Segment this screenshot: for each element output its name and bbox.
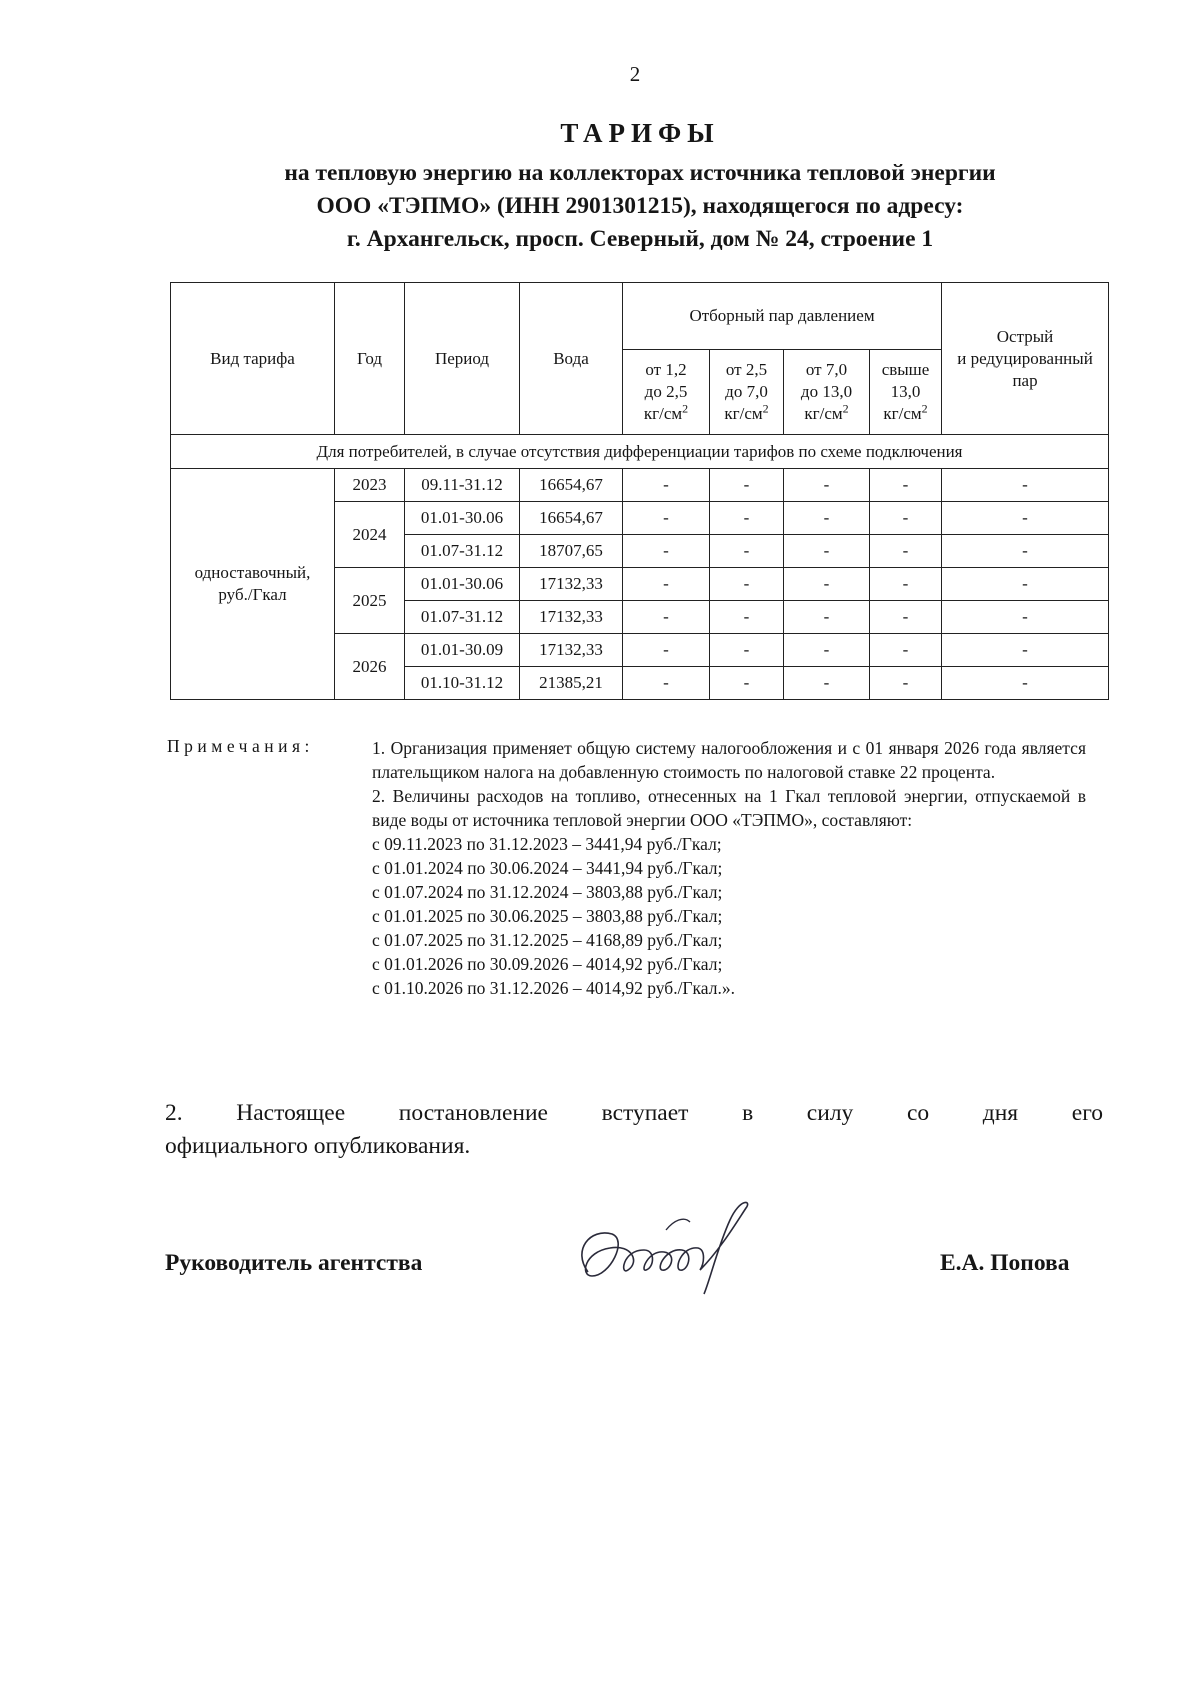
empty-value-cell: - bbox=[870, 667, 942, 700]
period-cell: 01.10-31.12 bbox=[405, 667, 520, 700]
empty-value-cell: - bbox=[623, 502, 710, 535]
water-cell: 17132,33 bbox=[520, 634, 623, 667]
table-row bbox=[171, 469, 1109, 502]
empty-value-cell: - bbox=[942, 667, 1109, 700]
empty-value-cell: - bbox=[870, 469, 942, 502]
tariff-type-cell: одноставочный, руб./Гкал bbox=[171, 469, 335, 700]
header-steam-group: Отборный пар давлением bbox=[623, 283, 942, 350]
water-cell: 21385,21 bbox=[520, 667, 623, 700]
empty-value-cell: - bbox=[942, 601, 1109, 634]
header-tariff-type: Вид тарифа bbox=[171, 283, 335, 435]
water-cell: 18707,65 bbox=[520, 535, 623, 568]
year-cell: 2023 bbox=[335, 469, 405, 502]
clause-line-2: официального опубликования. bbox=[165, 1133, 471, 1159]
empty-value-cell: - bbox=[623, 634, 710, 667]
empty-value-cell: - bbox=[710, 502, 784, 535]
note-line: 2. Величины расходов на топливо, отнесенных на 1 Гкал тепловой энергии, отпускаемой в виде воды от источника тепловой энергии ООО «ТЭПМО», составляют: bbox=[372, 786, 1086, 830]
empty-value-cell: - bbox=[870, 502, 942, 535]
year-cell: 2024 bbox=[335, 502, 405, 568]
empty-value-cell: - bbox=[710, 667, 784, 700]
notes-block bbox=[372, 736, 1086, 1000]
empty-value-cell: - bbox=[784, 535, 870, 568]
note-line: с 01.07.2025 по 31.12.2025 – 4168,89 руб./Гкал; bbox=[372, 930, 723, 950]
empty-value-cell: - bbox=[784, 502, 870, 535]
empty-value-cell: - bbox=[623, 667, 710, 700]
empty-value-cell: - bbox=[710, 535, 784, 568]
header-sharp-steam-l3: пар bbox=[1012, 370, 1038, 390]
water-cell: 16654,67 bbox=[520, 502, 623, 535]
note-line: с 01.01.2026 по 30.09.2026 – 4014,92 руб./Гкал; bbox=[372, 954, 723, 974]
empty-value-cell: - bbox=[942, 502, 1109, 535]
year-cell: 2026 bbox=[335, 634, 405, 700]
empty-value-cell: - bbox=[784, 667, 870, 700]
header-steam-1: от 1,2 до 2,5 $кг/см^2$ bbox=[623, 350, 710, 435]
title-line-2: ООО «ТЭПМО» (ИНН 2901301215), находящегося по адресу: bbox=[316, 193, 964, 219]
note-line: с 09.11.2023 по 31.12.2023 – 3441,94 руб./Гкал; bbox=[372, 834, 722, 854]
empty-value-cell: - bbox=[870, 601, 942, 634]
empty-value-cell: - bbox=[710, 469, 784, 502]
empty-value-cell: - bbox=[784, 601, 870, 634]
notes-label: Примечания: bbox=[167, 736, 314, 756]
header-sharp-steam bbox=[942, 283, 1109, 435]
signatory-name: Е.А. Попова bbox=[940, 1250, 1070, 1276]
empty-value-cell: - bbox=[942, 634, 1109, 667]
empty-value-cell: - bbox=[942, 535, 1109, 568]
header-year: Год bbox=[335, 283, 405, 435]
water-cell: 16654,67 bbox=[520, 469, 623, 502]
empty-value-cell: - bbox=[710, 568, 784, 601]
empty-value-cell: - bbox=[784, 634, 870, 667]
period-cell: 01.07-31.12 bbox=[405, 535, 520, 568]
empty-value-cell: - bbox=[710, 601, 784, 634]
empty-value-cell: - bbox=[784, 568, 870, 601]
note-line: с 01.10.2026 по 31.12.2026 – 4014,92 руб./Гкал.». bbox=[372, 978, 735, 998]
header-steam-2: от 2,5 до 7,0 $кг/см^2$ bbox=[710, 350, 784, 435]
empty-value-cell: - bbox=[623, 568, 710, 601]
page-number: 2 bbox=[629, 62, 641, 86]
water-cell: 17132,33 bbox=[520, 568, 623, 601]
note-line: с 01.01.2024 по 30.06.2024 – 3441,94 руб./Гкал; bbox=[372, 858, 723, 878]
empty-value-cell: - bbox=[942, 469, 1109, 502]
period-cell: 01.01-30.09 bbox=[405, 634, 520, 667]
note-line: 1. Организация применяет общую систему налогообложения и с 01 января 2026 года является плательщиком налога на добавленную стоимость по налоговой ставке 22 процента. bbox=[372, 738, 1086, 782]
title-line-3: г. Архангельск, просп. Северный, дом № 24, строение 1 bbox=[346, 226, 934, 252]
header-sharp-steam-l1: Острый bbox=[996, 326, 1054, 346]
clause-line-1: 2. Настоящее постановление вступает в силу со дня его bbox=[165, 1100, 1103, 1126]
handwritten-signature bbox=[570, 1190, 760, 1300]
empty-value-cell: - bbox=[870, 568, 942, 601]
empty-value-cell: - bbox=[623, 469, 710, 502]
year-cell: 2025 bbox=[335, 568, 405, 634]
header-steam-3: от 7,0 до 13,0 $кг/см^2$ bbox=[784, 350, 870, 435]
period-cell: 01.07-31.12 bbox=[405, 601, 520, 634]
empty-value-cell: - bbox=[623, 535, 710, 568]
title-line-1: на тепловую энергию на коллекторах источника тепловой энергии bbox=[284, 160, 996, 186]
header-period: Период bbox=[405, 283, 520, 435]
signatory-position: Руководитель агентства bbox=[165, 1250, 423, 1276]
empty-value-cell: - bbox=[870, 634, 942, 667]
header-sharp-steam-l2: и редуцированный bbox=[957, 348, 1093, 368]
header-steam-4: свыше 13,0 $кг/см^2$ bbox=[870, 350, 942, 435]
empty-value-cell: - bbox=[623, 601, 710, 634]
section-note: Для потребителей, в случае отсутствия дифференциации тарифов по схеме подключения bbox=[171, 435, 1109, 469]
note-line: с 01.07.2024 по 31.12.2024 – 3803,88 руб./Гкал; bbox=[372, 882, 723, 902]
note-line: с 01.01.2025 по 30.06.2025 – 3803,88 руб./Гкал; bbox=[372, 906, 723, 926]
water-cell: 17132,33 bbox=[520, 601, 623, 634]
empty-value-cell: - bbox=[710, 634, 784, 667]
header-water: Вода bbox=[520, 283, 623, 435]
tariff-table bbox=[170, 282, 1109, 700]
effective-clause bbox=[165, 1097, 1103, 1163]
document-heading: ТАРИФЫ bbox=[560, 118, 720, 148]
period-cell: 01.01-30.06 bbox=[405, 568, 520, 601]
empty-value-cell: - bbox=[942, 568, 1109, 601]
period-cell: 09.11-31.12 bbox=[405, 469, 520, 502]
empty-value-cell: - bbox=[870, 535, 942, 568]
empty-value-cell: - bbox=[784, 469, 870, 502]
period-cell: 01.01-30.06 bbox=[405, 502, 520, 535]
